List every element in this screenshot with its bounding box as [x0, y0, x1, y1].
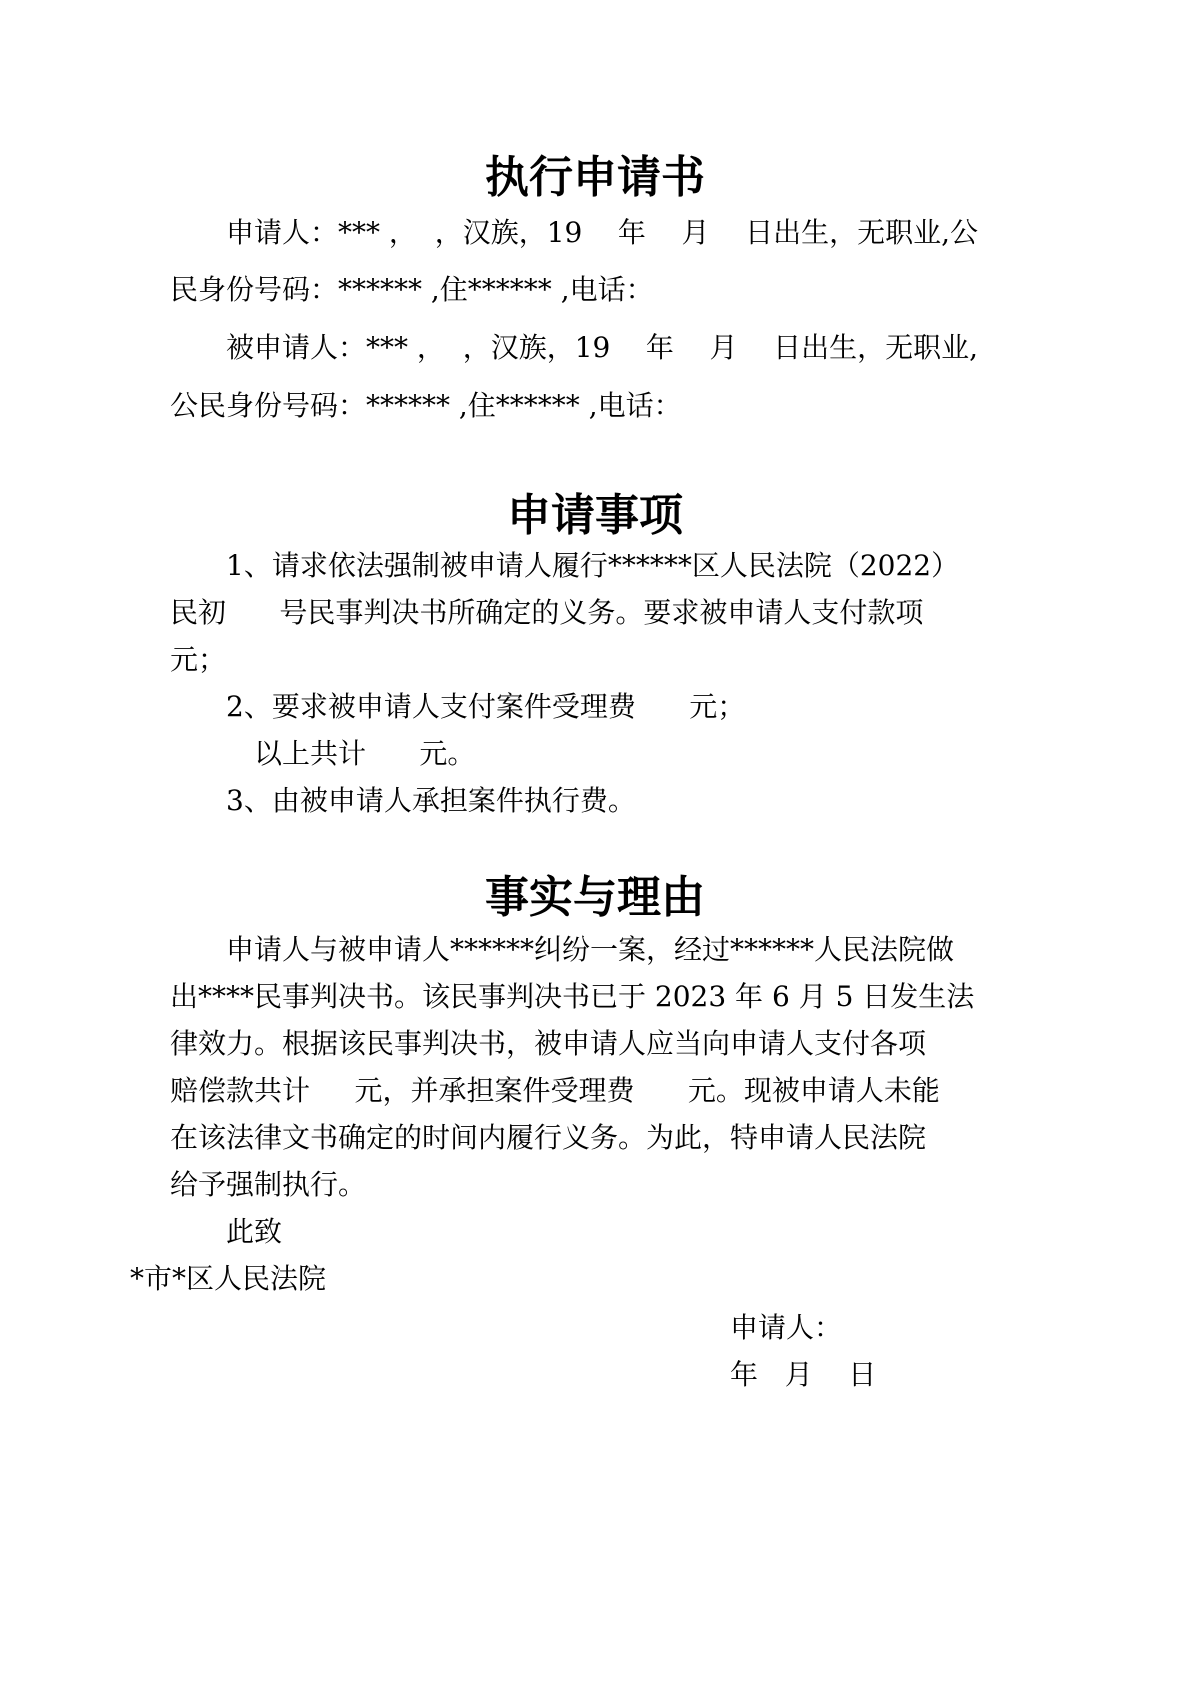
claims-total: 以上共计 元。: [254, 737, 476, 770]
facts-line-5: 在该法律文书确定的时间内履行义务。为此，特申请人民法院: [170, 1121, 927, 1154]
claims-heading: 申请事项: [507, 490, 683, 541]
signature-label: 申请人：: [730, 1311, 843, 1344]
respondent-line-1: 被申请人：*** ， ，汉族，19 年 月 日出生，无职业,: [226, 331, 979, 364]
applicant-line-2: 民身份号码：****** ,住****** ,电话：: [170, 273, 654, 306]
recipient-court: *市*区人民法院: [130, 1262, 327, 1295]
respondent-line-2: 公民身份号码：****** ,住****** ,电话：: [170, 389, 682, 422]
claim-item-3: 3、由被申请人承担案件执行费。: [226, 784, 636, 817]
claim-item-1-line-3: 元；: [170, 643, 227, 676]
facts-line-2: 出****民事判决书。该民事判决书已于 2023 年 6 月 5 日发生法: [170, 980, 975, 1013]
facts-heading: 事实与理由: [485, 872, 705, 923]
claim-item-1-line-1: 1、请求依法强制被申请人履行******区人民法院（2022）: [226, 549, 960, 582]
document-title: 执行申请书: [485, 152, 705, 203]
claim-item-2: 2、要求被申请人支付案件受理费 元；: [226, 690, 746, 723]
claim-item-1-line-2: 民初 号民事判决书所确定的义务。要求被申请人支付款项: [170, 596, 924, 629]
facts-line-1: 申请人与被申请人******纠纷一案，经过******人民法院做: [226, 933, 955, 966]
facts-line-3: 律效力。根据该民事判决书，被申请人应当向申请人支付各项: [170, 1027, 927, 1060]
facts-line-6: 给予强制执行。: [170, 1168, 367, 1201]
applicant-line-1: 申请人：*** ， ，汉族，19 年 月 日出生，无职业,公: [226, 216, 979, 249]
facts-line-4: 赔偿款共计 元，并承担案件受理费 元。现被申请人未能: [170, 1074, 940, 1107]
closing-salutation: 此致: [226, 1215, 283, 1248]
signature-date: 年 月 日: [730, 1358, 877, 1391]
